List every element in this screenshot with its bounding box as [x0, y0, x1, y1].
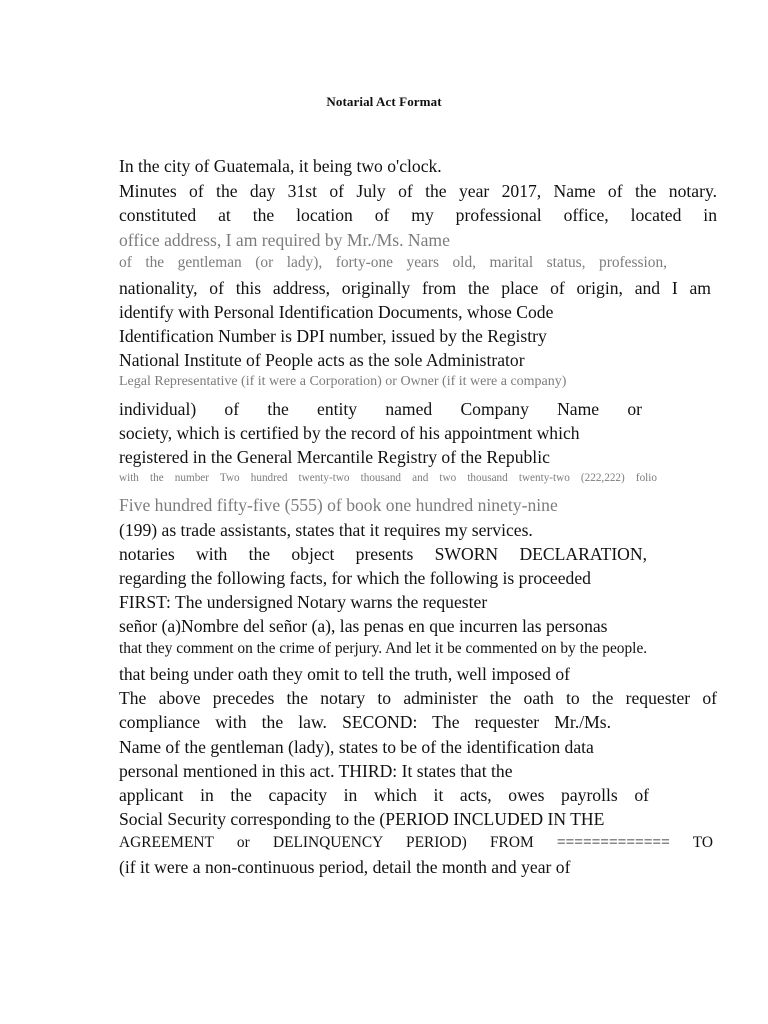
text-line: Legal Representative (if it were a Corporation) or Owner (if it were a company) [119, 374, 567, 389]
text-line: that they comment on the crime of perjury. And let it be commented on by the people. [119, 640, 648, 657]
text-line: Social Security corresponding to the (PERIOD INCLUDED IN THE [119, 809, 605, 829]
text-line: (if it were a non-continuous period, detail the month and year of [119, 857, 571, 877]
text-line: In the city of Guatemala, it being two o'clock. [119, 156, 442, 176]
text-line: applicant in the capacity in which it acts, owes payrolls of [119, 785, 649, 805]
text-line: office address, I am required by Mr./Ms. Name [119, 230, 450, 250]
text-line: constituted at the location of my professional office, located in [119, 205, 717, 225]
text-line: individual) of the entity named Company Name or [119, 399, 642, 419]
text-line: identify with Personal Identification Documents, whose Code [119, 302, 554, 322]
text-line: Identification Number is DPI number, issued by the Registry [119, 326, 547, 346]
text-line: (199) as trade assistants, states that it requires my services. [119, 520, 533, 540]
text-line: Name of the gentleman (lady), states to be of the identification data [119, 737, 594, 757]
text-line: Five hundred fifty-five (555) of book one hundred ninety-nine [119, 495, 558, 515]
text-line: AGREEMENT or DELINQUENCY PERIOD) FROM ============= TO [119, 834, 713, 851]
text-line: that being under oath they omit to tell the truth, well imposed of [119, 664, 570, 684]
text-line: Minutes of the day 31st of July of the year 2017, Name of the notary. [119, 181, 717, 201]
text-line: notaries with the object presents SWORN DECLARATION, [119, 544, 647, 564]
document-title: Notarial Act Format [326, 94, 442, 109]
text-line: regarding the following facts, for which the following is proceeded [119, 568, 591, 588]
text-line: with the number Two hundred twenty-two thousand and two thousand twenty-two (222,222) folio [119, 472, 657, 484]
text-line: registered in the General Mercantile Registry of the Republic [119, 447, 550, 467]
text-line: of the gentleman (or lady), forty-one years old, marital status, profession, [119, 254, 667, 271]
text-line: señor (a)Nombre del señor (a), las penas en que incurren las personas [119, 616, 608, 636]
text-line: The above precedes the notary to administer the oath to the requester of [119, 688, 717, 708]
text-line: FIRST: The undersigned Notary warns the requester [119, 592, 488, 612]
text-line: National Institute of People acts as the sole Administrator [119, 350, 525, 370]
text-line: society, which is certified by the record of his appointment which [119, 423, 580, 443]
text-line: compliance with the law. SECOND: The requester Mr./Ms. [119, 712, 611, 732]
text-line: nationality, of this address, originally from the place of origin, and I am [119, 278, 711, 298]
text-line: personal mentioned in this act. THIRD: It states that the [119, 761, 513, 781]
